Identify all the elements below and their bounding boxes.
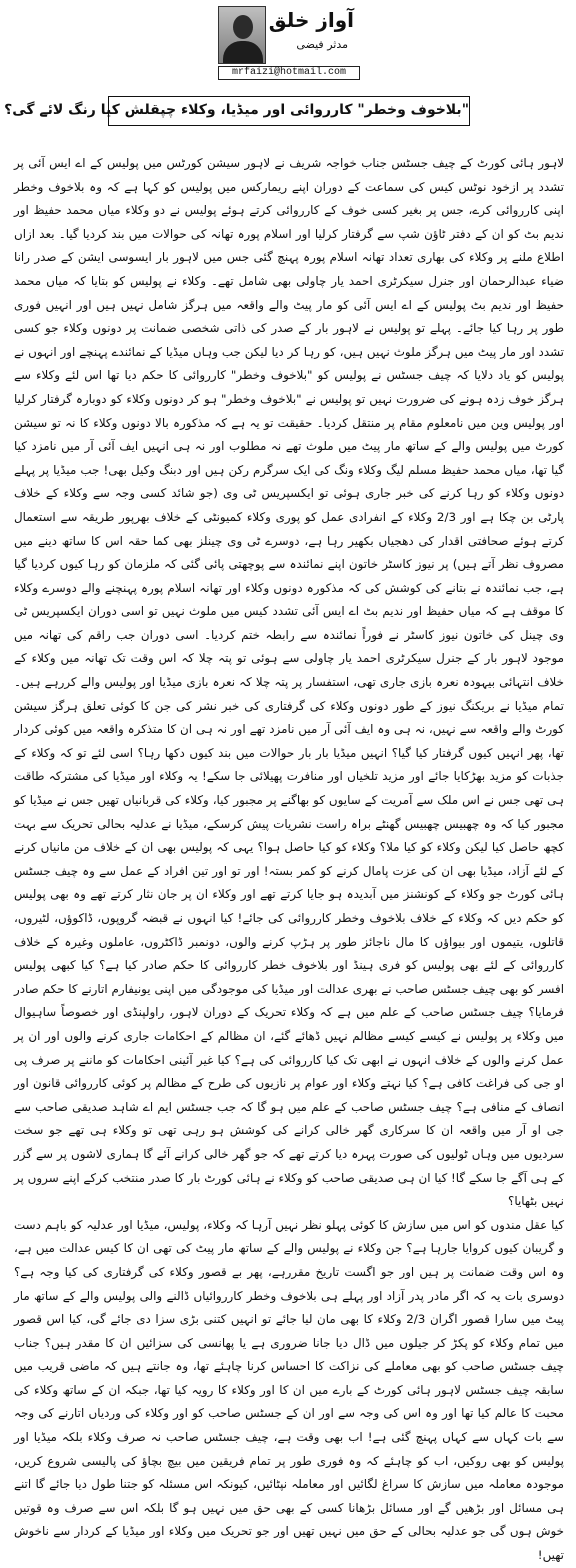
article-paragraph: کیا عقل مندوں کو اس میں سازش کا کوئی پہلو نظر نہیں آرہا کہ وکلاء، پولیس، میڈیا اور عدلیہ کو باہم دست و گریبان کیوں کروایا جارہا ہے؟ جن وکلاء نے پولیس والے کے ساتھ مار پیٹ کی تھی ان کا کیس عدالت میں ہے، وہ اس وقت ضمانت پر ہیں اور جو اگست تاریخ مقررہے، پھر بے قصور وکلاء کی گرفتاری کی کیا وجہ ہے؟ دوسری بات یہ کہ اگر مادر پدر آزاد اور پہلے ہی بلاخوف وخطر کارروائیاں ڈالنے والی پولیس والے کے ساتھ مار پیٹ میں سارا قصور اگران 2/3 وکلاء کا بھی مان لیا جائے تو انہیں کتنی بڑی سزا دی جائے گی، کیا اس قصور میں تمام وکلاء کو پکڑ کر جیلوں میں ڈال دیا جانا ضروری ہے یا پھانسی کی سزائیں ان کا مقدر ہیں؟ جناب چیف جسٹس صاحب کو بھی معاملے کی نزاکت کا احساس کرنا چاہئے تھا، وہ جانتے ہیں کہ ماضی قریب میں سابقہ چیف جسٹس لاہور ہائی کورٹ کے بارے میں ان کا اور وکلاء کا رویہ کیا تھا، جبکہ ان کے ساتھ وکلاء کی محبت کا عالم کیا تھا اور وہ اس کی وجہ سے اور ان کے جسٹس صاحب کو اور وکلاء کی وردیاں اتارنے کی وجہ سے بات کہاں سے کہاں پہنچ گئی ہے! اب بھی وقت ہے، چیف جسٹس صاحب نہ صرف وکلاء بلکہ میڈیا اور پولیس کو بھی روکیں، اب کو چاہئے کہ وہ فوری طور پر تمام فریقین میں بیچ بچاؤ کی پالیسی شروع کریں، موجودہ معاملہ میں سازش کا سراغ لگائیں اور معاملہ نپٹائیں، کیونکہ اس مسئلہ کو جتنا طول دیا جائے گا اتنے ہی مسائل اور بڑھیں گے اور مسائل بڑھانا کسی کے بھی حق میں نہیں ہو گا بلکہ اس سے صرف وہ قوتیں خوش ہوں گی جو عدلیہ بحالی کے حق میں نہیں تھیں اور جو تحریک میں وکلاء اور میڈیا کے کردار سے ناخوش تھیں!	[14, 1217, 564, 1563]
author-email: mrfaizi@hotmail.com	[218, 66, 360, 80]
column-name: آواز خلق	[268, 8, 354, 32]
article-paragraph: لاہور ہائی کورٹ کے چیف جسٹس جناب خواجہ شریف نے لاہور سیشن کورٹس میں پولیس کے اے ایس آئی پر تشدد پر ازخود نوٹس کیس کی سماعت کے دوران اپنے ریمارکس میں پولیس کو کہا ہے کہ وہ بلاخوف وخطر اپنی کارروائی کرے، جس پر بغیر کسی خوف کے کارروائی کرتے ہوئے پولیس نے دو وکلاء میاں محمد حفیظ اور ندیم بٹ کو ان کے دفتر ٹاؤن شپ سے گرفتار کرلیا اور اسلام پورہ تھانہ کی حوالات میں بند کردیا گیا۔ بعد ازاں اطلاع ملنے پر وکلاء کی بھاری تعداد تھانہ اسلام پورہ پہنچ گئی جس میں لاہور بار ایسوسی ایشن کے صدر رانا ضیاء عبدالرحمان اور جنرل سیکرٹری احمد یار چاولی بھی شامل تھے۔ وکلاء نے پولیس کو بتایا کہ میاں محمد حفیظ اور ندیم بٹ پولیس کے اے ایس آئی کو مار پیٹ والے واقعہ میں ہرگز شامل نہیں ہیں اور انہیں فوری طور پر رہا کیا جائے۔ پہلے تو پولیس نے لاہور بار کے صدر کی ذاتی شخصی ضمانت پر دونوں وکلاء جو کسی تشدد اور مار پیٹ میں ہرگز ملوث نہیں ہیں، کو رہا کر دیا لیکن جب وہاں میڈیا کے نمائندے پہنچے اور انہوں نے پولیس کو یاد دلایا کہ چیف جسٹس نے پولیس کو "بلاخوف وخطر" کارروائی کا حکم دیا تھا اس لئے وکلاء سے ہرگز خوف زدہ ہونے کی ضرورت نہیں تو پولیس نے "بلاخوف وخطر" ہو کر دونوں وکلاء کو دوبارہ گرفتار کرلیا اور پولیس وین میں نامعلوم مقام پر منتقل کردیا۔ حقیقت تو یہ ہے کہ مذکورہ بالا دونوں وکلاء کا نہ تو سیشن کورٹ میں پولیس والے کے ساتھ مار پیٹ میں ملوث تھے نہ مطلوب اور نہ ہی انہیں ایف آئی آر میں نامزد کیا گیا تھا، میاں محمد حفیظ مسلم لیگ وکلاء ونگ کی ایک سرگرم رکن ہیں اور دبنگ وکیل بھی! جب میڈیا پر پہلے دونوں وکلاء کو رہا کرنے کی خبر جاری ہوئی تو ایکسپریس ٹی وی (جو شائد کسی وجہ سے وکلاء کے خلاف پارٹی بن چکا ہے اور 2/3 وکلاء کے انفرادی عمل کو پوری وکلاء کمیونٹی کے خلاف بھرپور طریقہ سے استعمال کرتے ہوئے صحافتی اقدار کی دھجیاں بکھیر رہا ہے، دوسرے ٹی وی چینلز بھی کما حقہ اس کا ساتھ دینے میں مصروف نظر آتے ہیں) پر نیوز کاسٹر خاتون اپنے نمائندہ سے پوچھتی پائی گئی کہ ملزمان کو رہا کیوں کردیا گیا ہے، جب نمائندہ نے بتانے کی کوشش کی کہ مذکورہ دونوں وکلاء اور تھانہ اسلام پورہ پہنچنے والے دوسرے وکلاء کا موقف ہے کہ میاں حفیظ اور ندیم بٹ اے ایس آئی تشدد کیس میں ملوث نہیں تو اسی دوران ایکسپریس ٹی وی چینل کی خاتون نیوز کاسٹر نے فوراً نمائندہ سے رابطہ ختم کردیا۔ اسی دوران جب راقم کی تھانہ میں موجود لاہور بار کے جنرل سیکرٹری احمد یار چاولی سے ہوئی تو پتہ چلا کہ اس وقت تک تھانہ میں وکلاء کے خلاف انتہائی بیہودہ نعرہ بازی جاری تھی، استفسار پر پتہ چلا کہ نعرہ بازی میڈیا اور پولیس والے کررہے ہیں۔ تمام میڈیا نے بریکنگ نیوز کے طور دونوں وکلاء کی گرفتاری کی خبر نشر کی جن کا کوئی تعلق ہرگز سیشن کورٹ والے واقعہ سے نہیں، نہ ہی وہ ایف آئی آر میں نامزد تھے اور نہ ہی ان کا متذکرہ واقعہ میں کوئی کردار تھا، پھر انہیں کیوں گرفتار کیا گیا؟ انہیں میڈیا بار بار حوالات میں بند کیوں دکھا رہا؟ اسی لئے تو کہ وکلاء کے جذبات کو مزید بھڑکایا جائے اور مزید تلخیاں اور منافرت پھیلائی جا سکے! یہ وکلاء اور میڈیا کی مشترکہ طاقت ہی تھی جس نے اس ملک سے آمریت کے سایوں کو بھاگنے پر مجبور کیا، وکلاء کی قربانیاں تھیں جس نے میڈیا کو مجبور کیا کہ وہ چھبیس چھبیس گھنٹے براہ راست نشریات پیش کرسکے، میڈیا نے عدلیہ بحالی تحریک سے بہت کچھ حاصل کیا لیکن وکلاء کو کیا ملا؟ وکلاء کو کیا حاصل ہوا؟ یہی کہ پولیس بھی ان کے خلاف من مانیاں کرنے کے لئے آزاد، میڈیا بھی ان کی عزت پامال کرنے کو کمر بستہ! اور تو اور تین افراد کے عمل سے وہ چیف جسٹس ہائی کورٹ جو وکلاء کے کونشنز میں آبدیدہ ہو جایا کرتے تھے اور وکلاء ان پر جان نثار کرتے تھے وہ بھی پولیس کو حکم دیں کہ وکلاء کے خلاف بلاخوف وخطر کارروائی کی جائے! کیا انہوں نے قبضہ گروپوں، ڈاکوؤں، لٹیروں، قاتلوں، یتیموں اور بیواؤں کا مال ناجائز طور پر ہڑپ کرنے والوں، دونمبر ڈاکٹروں، عاملوں وغیرہ کے خلاف کارروائی کے لئے بھی پولیس کو فری ہینڈ اور بلاخوف خطر کارروائی کا حکم صادر کیا ہے؟ کیا کبھی پولیس افسر کو بھی چیف جسٹس صاحب نے بھری عدالت اور میڈیا کی موجودگی میں اپنی یونیفارم اتارنے کا حکم صادر فرمایا؟ چیف جسٹس صاحب کے علم میں ہے کہ وکلاء تحریک کے دوران لاہور، راولپنڈی اور خصوصاً ساہیوال میں وکلاء پر پولیس نے کیسے کیسے مظالم نہیں ڈھائے گئے، ان مظالم کے احکامات جاری کرنے والوں اور ان پر عمل کرنے والوں کے خلاف انہوں نے ابھی تک کیا کارروائی کی ہے؟ کیا غیر آئینی احکامات کو ماننے پر صرف پی او جی کی فراغت کافی ہے؟ کیا نہتے وکلاء اور عوام پر نازیوں کی طرح کے مظالم پر کوئی کارروائی قانون اور انصاف کے منافی ہے؟ چیف جسٹس صاحب کے علم میں ہو گا کہ جب جسٹس ایم اے شاہد صدیقی صاحب سے جی او آر میں واقعہ ان کا سرکاری گھر خالی کرانے کی کوشش ہو رہی تھی تو وکلاء ہی تھے جو سخت سردیوں میں وہاں ٹولیوں کی صورت پہرہ دیا کرتے تھے کہ جو گھر خالی کرانے آئے گا ہماری لاشوں پر سے گزر کے ہی آگے جا سکے گا! کیا ان ہی صدیقی صاحب کو وکلاء نے ہائی کورٹ بار کا صدر منتخب کرکے اپنے سروں پر نہیں بٹھایا؟	[14, 156, 564, 1209]
article-body	[14, 152, 564, 1568]
writer-name: مدثر فیضی	[296, 38, 348, 51]
headline: "بلاخوف وخطر" کارروائی اور میڈیا، وکلاء چپقلش کیا رنگ لائے گی؟	[108, 96, 470, 126]
column-masthead	[218, 6, 358, 80]
author-photo	[218, 6, 266, 64]
